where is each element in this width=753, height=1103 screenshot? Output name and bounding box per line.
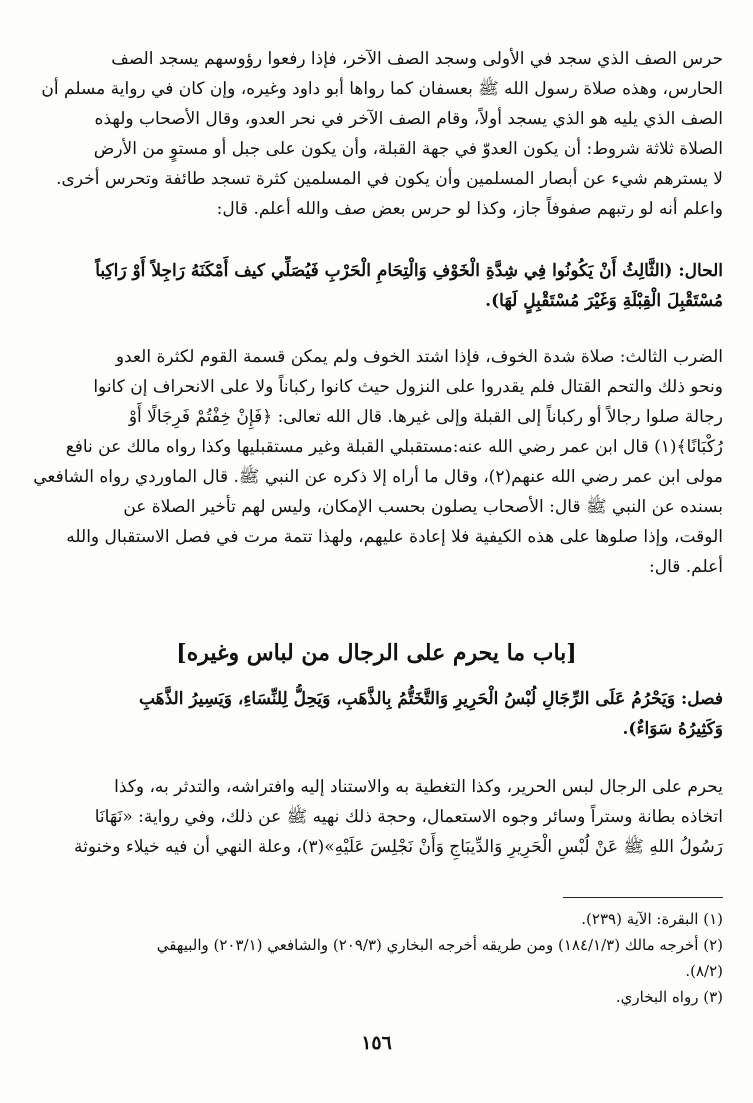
text-line: رجالة صلوا رجالاً أو ركباناً إلى القبلة وإلى غيرها. قال الله تعالى: ﴿فَإِنْ خِفْتُمْ فَرِجَالًا أَوْ [128,407,723,427]
text-line: وَكَثِيرُهُ سَوَاءٌ). [622,719,723,739]
text-line: رُكْبَانًا﴾(١) قال ابن عمر رضي الله عنه:مستقبلي القبلة وغير مستقبليها وكذا رواه مالك عن نافع [65,437,723,457]
page-number: ١٥٦ [361,1032,392,1054]
text-line: حرس الصف الذي سجد في الأولى وسجد الصف الآخر، فإذا رفعوا رؤوسهم يسجد الصف [111,49,723,69]
text-line: لا يسترهم شيء عن أبصار المسلمين وأن يكون في المسلمين كثرة تسجد طائفة وتحرس أخرى. [56,169,723,189]
footnote-divider [563,897,723,898]
matn-quote-1 [30,256,723,316]
footnote-line: (٣) رواه البخاري. [615,988,723,1006]
section-heading: [باب ما يحرم على الرجال من لباس وغيره] [176,640,577,666]
footnote-line: (٨/٢). [685,962,723,980]
text-line: فصل: وَيَحْرُمُ عَلَى الرِّجَالِ لُبْسُ الْحَرِيرِ وَالتَّخَتُّمُ بِالذَّهَبِ، وَيَحِلُّ لِلنِّسَاءِ، وَيَسِيرُ الذَّهَبِ [138,689,723,709]
text-line: الضرب الثالث: صلاة شدة الخوف، فإذا اشتد الخوف ولم يمكن قسمة القوم لكثرة العدو [115,347,723,367]
text-line: الوقت، وإذا صلوها على هذه الكيفية فلا إعادة عليهم، ولهذا تتمة مرت في فصل الاستقبال والله [66,527,723,547]
paragraph-2 [30,342,723,582]
text-line: واعلم أنه لو رتبهم صفوفاً جاز، وكذا لو حرس بعض صف والله أعلم. قال: [216,199,723,219]
text-line: الحارس، وهذه صلاة رسول الله ﷺ بعسفان كما رواها أبو داود وغيره، وإن كان في رواية مسلم أن [41,79,723,99]
matn-quote-2 [30,684,723,744]
text-line: يحرم على الرجال لبس الحرير، وكذا التغطية به والاستناد إليه وافتراشه، والتدثر به، وكذا [114,777,723,797]
footnote-line: (١) البقرة: الآية (٢٣٩). [581,910,723,928]
text-line: ونحو ذلك والتحم القتال فلم يقدروا على النزول حيث كانوا ركباناً ولا على الانحراف إن كانوا [93,377,723,397]
text-line: بسنده عن النبي ﷺ قال: الأصحاب يصلون بحسب الإمكان، وليس لهم تأخير الصلاة عن [123,497,723,517]
paragraph-1 [30,44,723,224]
text-line: مُسْتَقْبِلَ الْقِبْلَةِ وَغَيْرَ مُسْتَقْبِلٍ لَهَا). [485,291,723,311]
text-line: الصلاة ثلاثة شروط: أن يكون العدوّ في جهة القبلة، وأن يكون على جبل أو مستوٍ من الأرض [93,139,723,159]
footnote-line: (٢) أخرجه مالك (١٨٤/١/٣) ومن طريقه أخرجه البخاري (٢٠٩/٣) والشافعي (٢٠٣/١) والبيهقي [156,936,723,954]
text-line: الحال: (الثَّالِثُ أَنْ يَكُونُوا فِي شِدَّةِ الْخَوْفِ وَالْتِحَامِ الْحَرْبِ فَيُصَلِّي كيف أَمْكَنَهُ رَاجِلاً أَوْ رَاكِباً [95,261,723,281]
paragraph-3 [30,772,723,862]
text-line: أعلم. قال: [648,557,723,577]
footnotes [30,906,723,1010]
text-line: الصف الذي يليه هو الذي يسجد أولاً، وقام الصف الآخر في نحر العدو، وقال الأصحاب ولهذه [94,109,723,129]
text-line: اتخاذه بطانة وستراً وسائر وجوه الاستعمال، وحجة ذلك نهيه ﷺ عن ذلك، وفي رواية: «نَهَانَا [94,807,723,827]
text-line: رَسُولُ اللهِ ﷺ عَنْ لُبْسِ الْحَرِيرِ وَالدِّيبَاجِ وَأَنْ نَجْلِسَ عَلَيْهِ»(٣)، وعلة النهي أن فيه خيلاء وخنوثة [73,837,723,857]
text-line: مولى ابن عمر رضي الله عنهم(٢)، وقال ما أراه إلا ذكره عن النبي ﷺ. قال الماوردي رواه الشافعي [33,467,723,487]
